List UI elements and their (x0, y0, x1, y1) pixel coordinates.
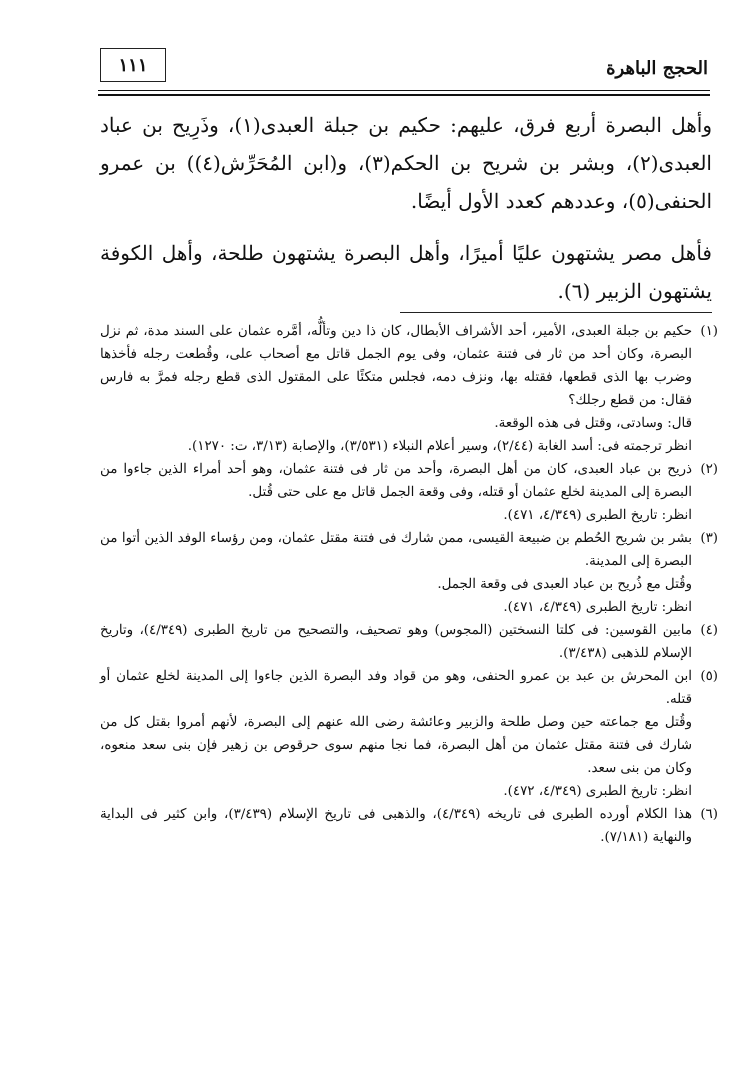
footnote-1 (100, 320, 718, 412)
footnote-number: (٣) (700, 531, 718, 546)
footnote-separator (400, 312, 712, 313)
footnote-text: بشر بن شريح الحُطم بن ضبيعة القيسى، ممن شارك فى فتنة مقتل عثمان، ومن رؤساء الوفد الذين أتوا من البصرة إلى المدينة. (100, 531, 692, 569)
main-paragraph: فأهل مصر يشتهون عليًا أميرًا، وأهل البصرة يشتهون طلحة، وأهل الكوفة يشتهون الزبير (٦). (100, 241, 712, 303)
footnote-number: (٥) (700, 669, 718, 684)
footnote-text: ابن المحرش بن عبد بن عمرو الحنفى، وهو من قواد وفد البصرة الذين جاءوا إلى المدينة لخلع عثمان أو قتله. (100, 669, 692, 707)
main-paragraph: وأهل البصرة أربع فرق، عليهم: حكيم بن جبلة العبدى(١)، وذَرِيح بن عباد العبدى(٢)، وبشر بن شريح بن الحكم(٣)، و(ابن المُحَرِّش(٤)) بن عمرو الحنفى(٥)، وعددهم كعدد الأول أيضًا. (100, 113, 712, 213)
footnote-4 (100, 619, 718, 665)
running-title: الحجج الباهرة (606, 58, 708, 79)
footnote-6 (100, 803, 718, 849)
footnote-number: (٤) (700, 623, 718, 638)
footnote-continuation: قال: وسادتى، وقتل فى هذه الوقعة. (494, 416, 692, 431)
footnote-continuation: انظر ترجمته فى: أسد الغابة (٢/٤٤)، وسير أعلام النبلاء (٣/٥٣١)، والإصابة (٣/١٣، ت: ١٢٧٠). (187, 439, 692, 454)
page-header (98, 44, 710, 96)
footnote-number: (١) (700, 324, 718, 339)
page-number-box (100, 48, 166, 82)
footnote-2 (100, 458, 718, 504)
footnote-5 (100, 665, 718, 711)
footnote-continuation: وقُتل مع جماعته حين وصل طلحة والزبير وعائشة رضى الله عنهم إلى البصرة، لأنهم أمروا بقتل كل من شارك فى فتنة مقتل عثمان من أهل البصرة، فما نجا منهم سوى حرقوص بن زهير فإن بنى سعد منعوه، وكان من بنى سعد. (100, 715, 692, 776)
footnote-continuation: انظر: تاريخ الطبرى (٤/٣٤٩، ٤٧١). (503, 600, 692, 615)
footnote-text: هذا الكلام أورده الطبرى فى تاريخه (٤/٣٤٩)، والذهبى فى تاريخ الإسلام (٣/٤٣٩)، وابن كثير فى البداية والنهاية (٧/١٨١). (100, 807, 692, 845)
footnote-number: (٢) (700, 462, 718, 477)
main-text (100, 106, 712, 310)
header-rule-thin (98, 90, 710, 91)
footnote-3 (100, 527, 718, 573)
footnote-number: (٦) (700, 807, 718, 822)
footnote-text: مابين القوسين: فى كلتا النسختين (المجوس) وهو تصحيف، والتصحيح من تاريخ الطبرى (٤/٣٤٩)، وتاريخ الإسلام للذهبى (٣/٤٣٨). (100, 623, 692, 661)
footnote-continuation: انظر: تاريخ الطبرى (٤/٣٤٩، ٤٧٢). (503, 784, 692, 799)
footnote-continuation: انظر: تاريخ الطبرى (٤/٣٤٩، ٤٧١). (503, 508, 692, 523)
header-rule (98, 94, 710, 96)
footnote-text: حكيم بن جبلة العبدى، الأمير، أحد الأشراف الأبطال، كان ذا دين وتألُّه، أمَّره عثمان على السند مدة، ثم نزل البصرة، وكان أحد من ثار فى فتنة عثمان، وفى يوم الجمل قاتل مع أصحاب على، وقُطعت رجله فأخذها وضرب بها الذى قطعها، فقتله بها، ونزف دمه، فجلس متكئًا على المقتول الذى قطع رجله فمرَّ به فارس فقال: من قطع رجلك؟ (100, 324, 692, 408)
footnote-text: ذريح بن عباد العبدى، كان من أهل البصرة، وأحد من ثار فى فتنة عثمان، وهو أحد أمراء الذين جاءوا من البصرة إلى المدينة لخلع عثمان أو قتله، وفى وقعة الجمل قاتل مع على حتى قُتل. (100, 462, 692, 500)
page-number: ١١١ (118, 54, 148, 76)
footnotes (100, 320, 718, 849)
footnote-continuation: وقُتل مع ذُريح بن عباد العبدى فى وقعة الجمل. (437, 577, 692, 592)
